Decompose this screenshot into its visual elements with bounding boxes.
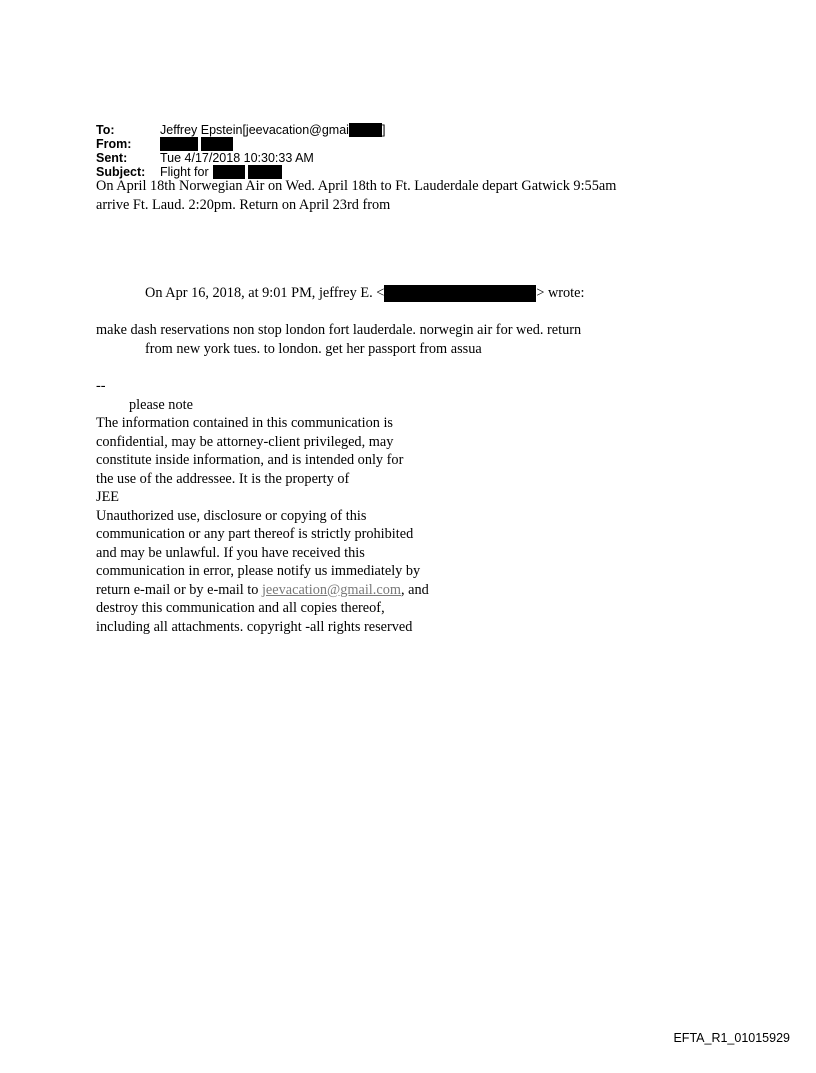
from-value-wrap [160,137,233,151]
disclaimer-line: Unauthorized use, disclosure or copying of this [96,507,367,524]
disclaimer-line: the use of the addressee. It is the property of [96,470,350,487]
redaction-box [160,137,198,151]
signature-block [96,377,516,636]
sent-row [96,151,385,165]
to-suffix: ] [381,123,386,137]
disclaimer-line: JEE [96,489,120,505]
redaction-box [201,137,233,151]
disclaimer-line: destroy this communication and all copies thereof, [96,600,385,616]
disclaimer-line: constitute inside information, and is intended only for [96,452,404,468]
disclaimer-line: communication in error, please notify us immediately by [96,563,421,579]
sent-value: Tue 4/17/2018 10:30:33 AM [160,151,314,165]
to-value-wrap [160,123,385,137]
disclaimer-email-line [96,581,516,600]
subject-label: Subject: [96,165,146,179]
sent-label: Sent: [96,151,128,165]
disclaimer-line: The information contained in this communication is [96,415,393,431]
quoted-message [96,321,736,359]
redaction-box [349,123,382,137]
email-line-suffix: , and [400,581,429,598]
email-link[interactable]: jeevacation@gmail.com [261,581,401,598]
message-body [96,177,736,215]
to-label: To: [96,123,115,137]
please-note: please note [129,396,193,413]
email-header [96,123,385,179]
disclaimer-line: confidential, may be attorney-client privileged, may [96,433,394,450]
quoted-line: from new york tues. to london. get her passport from assua [145,341,482,357]
quote-intro-text: On Apr 16, 2018, at 9:01 PM, jeffrey E. < [145,285,385,301]
disclaimer-line: including all attachments. copyright -all rights reserved [96,618,413,635]
to-row [96,123,385,137]
subject-value: Flight for [160,165,209,179]
quoted-line: make dash reservations non stop london fort lauderdale. norwegin air for wed. return [96,322,582,338]
signature-separator: -- [96,378,106,394]
email-line-text: return e-mail or by e-mail to [96,581,262,598]
to-value: Jeffrey Epstein[jeevacation@gmai [160,123,349,137]
message-line: arrive Ft. Laud. 2:20pm. Return on April 23rd from [96,197,391,213]
disclaimer-line: and may be unlawful. If you have received this [96,544,365,561]
from-row [96,137,385,151]
quote-intro-suffix: > wrote: [536,285,585,301]
message-line: On April 18th Norwegian Air on Wed. April 18th to Ft. Lauderdale depart Gatwick 9:55am [96,178,617,194]
document-id: EFTA_R1_01015929 [673,1031,790,1045]
quote-intro [145,284,584,303]
redaction-box [384,285,536,302]
disclaimer-line: communication or any part thereof is strictly prohibited [96,526,414,542]
from-label: From: [96,137,132,151]
